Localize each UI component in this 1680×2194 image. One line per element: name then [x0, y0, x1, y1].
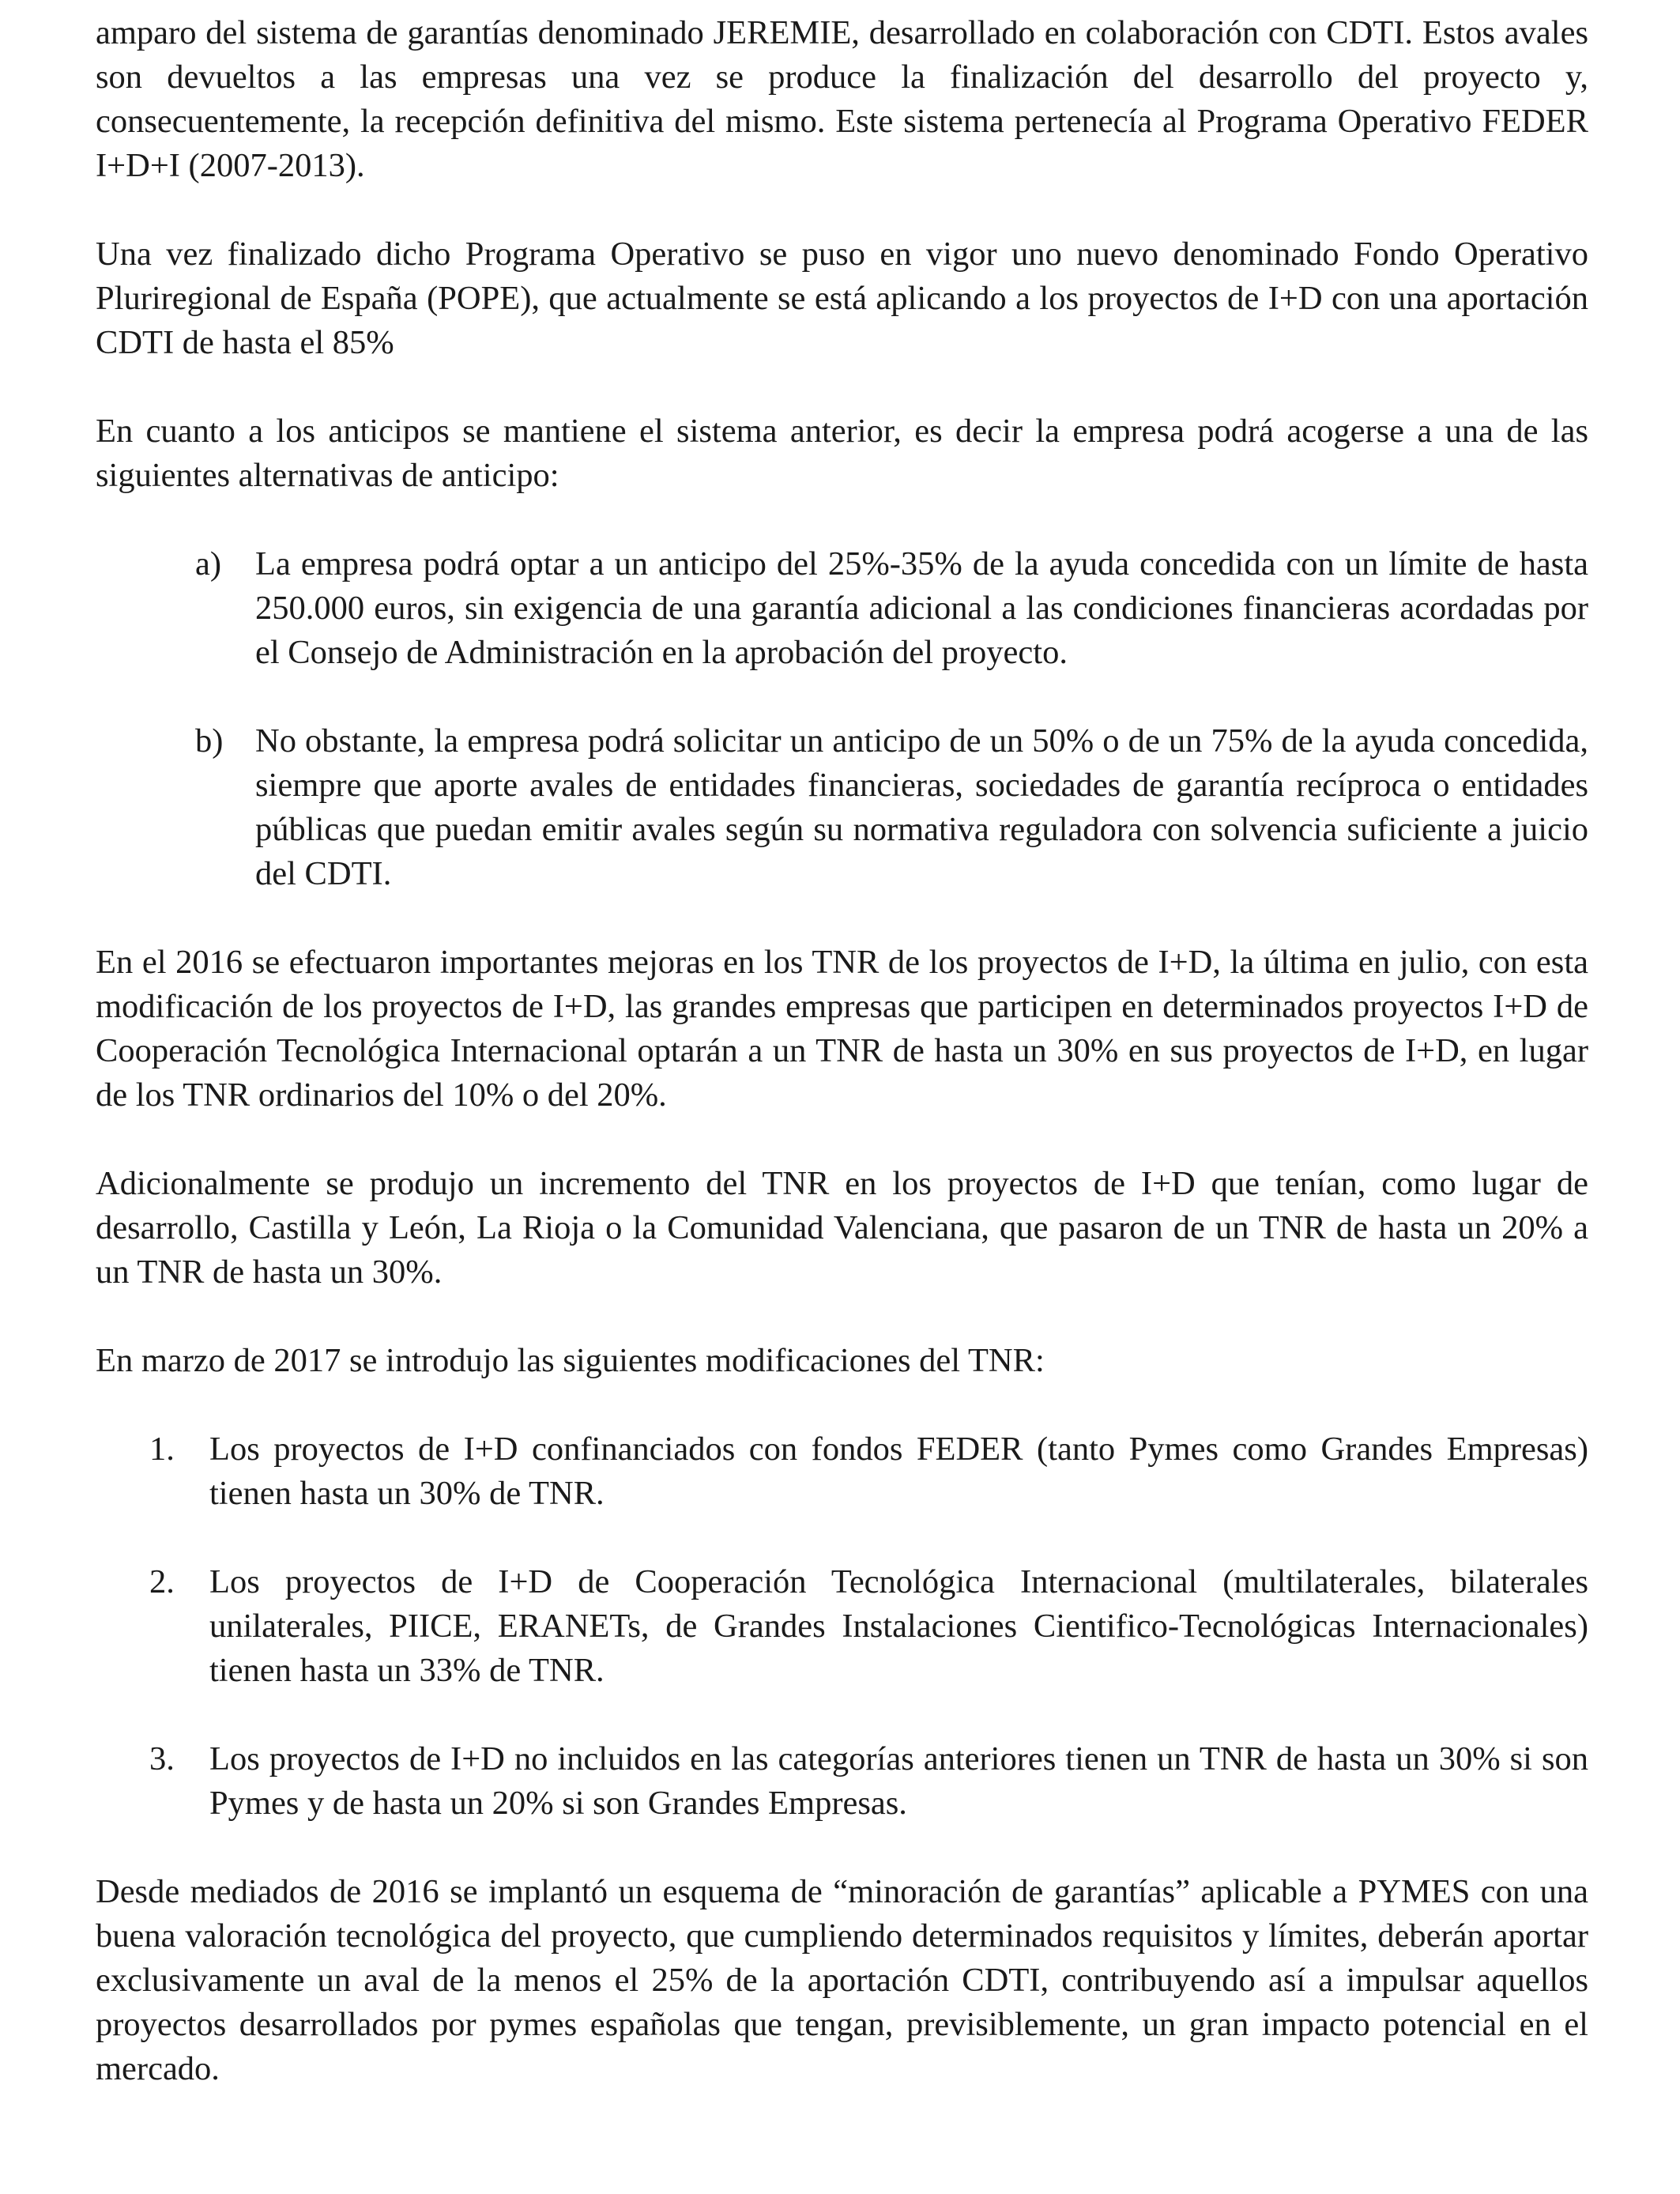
list-item-text: Los proyectos de I+D no incluidos en las categorías anteriores tienen un TNR de hasta un 30% si son Pymes y de hasta un 20% si son Grandes Empresas. — [209, 1740, 1588, 1822]
list-item-text: Los proyectos de I+D de Cooperación Tecnológica Internacional (multilaterales, bilaterales unilaterales, PIICE, ERANETs, de Grandes Instalaciones Cientifico-Tecnológicas Internacionales) tienen hasta un 33% de TNR. — [209, 1563, 1588, 1689]
list-marker: a) — [195, 545, 222, 582]
advance-alternatives-list — [96, 542, 1588, 896]
list-item — [96, 1427, 1588, 1516]
paragraph-2016-improvements: En el 2016 se efectuaron importantes mejoras en los TNR de los proyectos de I+D, la última en julio, con esta modificación de los proyectos de I+D, las grandes empresas que participen en determinados proyectos I+D de Cooperación Tecnológica Internacional optarán a un TNR de hasta un 30% en sus proyectos de I+D, en lugar de los TNR ordinarios del 10% o del 20%. — [96, 944, 1588, 1114]
paragraph-march-2017-intro: En marzo de 2017 se introdujo las siguientes modificaciones del TNR: — [96, 1342, 1045, 1379]
list-marker: b) — [195, 722, 224, 760]
list-item — [96, 542, 1588, 675]
paragraph-jeremie-guarantees: amparo del sistema de garantías denominado JEREMIE, desarrollado en colaboración con CDTI. Estos avales son devueltos a las empresas una vez se produce la finalización del desarrollo del proyecto y, consecuentemente, la recepción definitiva del mismo. Este sistema pertenecía al Programa Operativo FEDER I+D+I (2007-2013). — [96, 14, 1588, 184]
list-marker: 2. — [149, 1563, 175, 1600]
list-item — [96, 719, 1588, 896]
paragraph-guarantee-reduction: Desde mediados de 2016 se implantó un esquema de “minoración de garantías” aplicable a PYMES con una buena valoración tecnológica del proyecto, que cumpliendo determinados requisitos y límites, deberán aportar exclusivamente un aval de la menos el 25% de la aportación CDTI, contribuyendo así a impulsar aquellos proyectos desarrollados por pymes españolas que tengan, previsiblemente, un gran impacto potencial en el mercado. — [96, 1873, 1588, 2087]
paragraph-advances-intro: En cuanto a los anticipos se mantiene el sistema anterior, es decir la empresa podrá acogerse a una de las siguientes alternativas de anticipo: — [96, 413, 1588, 494]
paragraph-pope-program: Una vez finalizado dicho Programa Operativo se puso en vigor uno nuevo denominado Fondo Operativo Pluriregional de España (POPE), que actualmente se está aplicando a los proyectos de I+D con una aportación CDTI de hasta el 85% — [96, 236, 1588, 361]
list-marker: 3. — [149, 1740, 175, 1777]
list-marker: 1. — [149, 1431, 175, 1468]
list-item-text: La empresa podrá optar a un anticipo del 25%-35% de la ayuda concedida con un límite de hasta 250.000 euros, sin exigencia de una garantía adicional a las condiciones financieras acordadas por el Consejo de Administración en la aprobación del proyecto. — [255, 545, 1588, 671]
tnr-modifications-list — [96, 1427, 1588, 1826]
paragraph-regional-increase: Adicionalmente se produjo un incremento del TNR en los proyectos de I+D que tenían, como lugar de desarrollo, Castilla y León, La Rioja o la Comunidad Valenciana, que pasaron de un TNR de hasta un 20% a un TNR de hasta un 30%. — [96, 1165, 1588, 1291]
list-item — [96, 1560, 1588, 1693]
list-item-text: No obstante, la empresa podrá solicitar un anticipo de un 50% o de un 75% de la ayuda concedida, siempre que aporte avales de entidades financieras, sociedades de garantía recíproca o entidades públicas que puedan emitir avales según su normativa reguladora con solvencia suficiente a juicio del CDTI. — [255, 722, 1588, 892]
list-item-text: Los proyectos de I+D confinanciados con fondos FEDER (tanto Pymes como Grandes Empresas) tienen hasta un 30% de TNR. — [209, 1431, 1588, 1512]
list-item — [96, 1737, 1588, 1826]
